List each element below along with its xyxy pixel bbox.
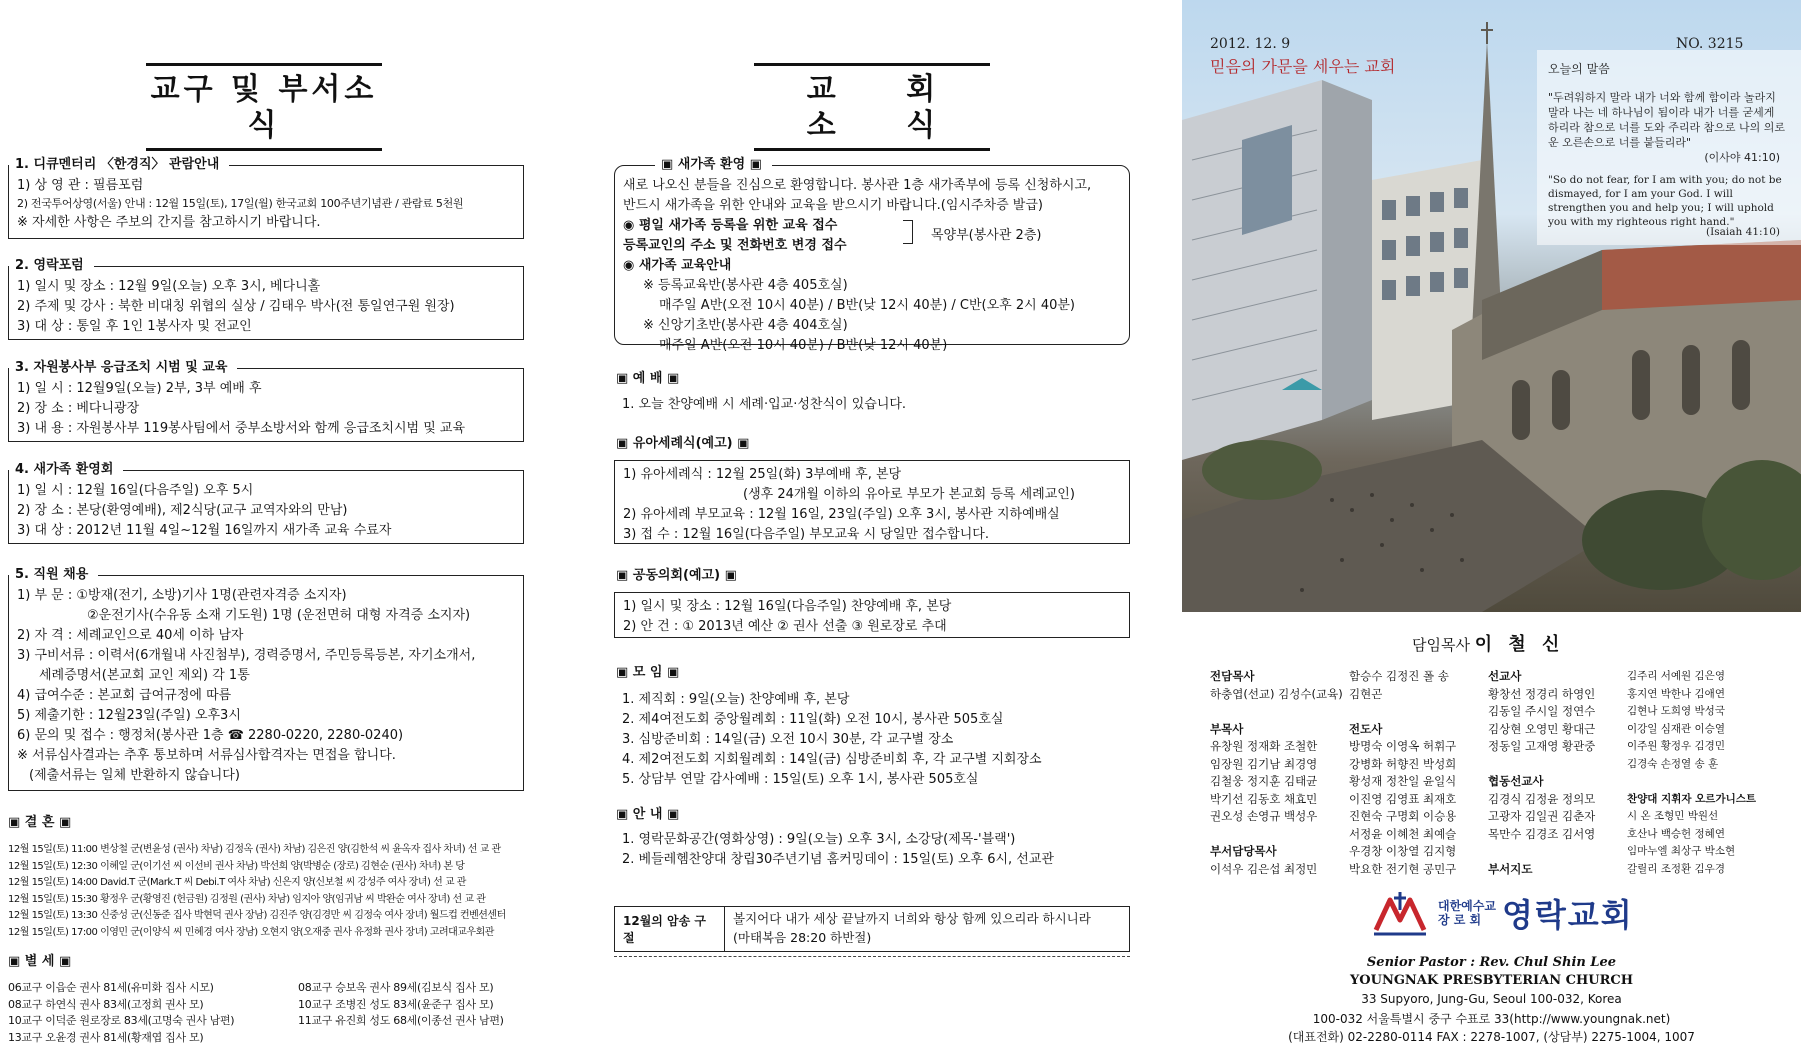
section-forum-head: 2. 영락포럼 <box>9 257 94 275</box>
documentary-line: ※ 자세한 사항은 주보의 간지를 참고하시기 바랍니다. <box>17 214 321 230</box>
staff-group-head: 전도사 <box>1349 721 1383 736</box>
section-hiring <box>8 567 524 791</box>
staff-line: 정동일 고재영 황관중 <box>1488 739 1596 753</box>
forum-line: 1) 일시 및 장소 : 12월 9일(오늘) 오후 3시, 베다니홀 <box>17 279 321 294</box>
infant-head: ▣ 유아세례식(예고) ▣ <box>616 436 750 451</box>
staff-line: 진현숙 구명회 이승용 <box>1349 809 1457 823</box>
staff-group-head: 부목사 <box>1210 721 1244 736</box>
section-forum <box>8 258 524 340</box>
newfamily-line: ◉ 평일 새가족 등록을 위한 교육 접수 <box>623 218 838 233</box>
staff-group-head: 협동선교사 <box>1488 774 1544 788</box>
section-infant-baptism <box>614 460 1130 544</box>
hiring-line: 2) 자 격 : 세례교인으로 40세 이하 남자 <box>17 628 244 643</box>
notice-list <box>622 830 1054 870</box>
meeting-line: 4. 제2여전도회 지회월례회 : 14일(금) 심방준비회 후, 각 교구별 지회장소 <box>622 752 1042 767</box>
meeting-head: ▣ 모 임 ▣ <box>616 665 680 680</box>
staff-line: 김현곤 <box>1349 686 1383 701</box>
wedding-row: 12월 15일(토) 12:30 이혜일 군(이기선 씨 이선비 권사 차남) 박선희 양(박병순 (장로) 김현순 (권사) 차녀) 본 당 <box>8 860 465 872</box>
staff-column <box>1627 668 1756 878</box>
wedding-row: 12월 15일(토) 13:30 신중성 군(신동준 집사 박현덕 권사 장남) 김진주 양(김경만 씨 김정숙 여사 장녀) 월드컵 컨벤션센터 <box>8 910 506 921</box>
staff-line: 이강일 심재관 이승열 <box>1627 722 1725 735</box>
hiring-line: 3) 구비서류 : 이력서(6개월내 사진첨부), 경력증명서, 주민등록등본, 자기소개서, <box>17 648 476 663</box>
forum-line: 3) 대 상 : 통일 후 1인 1봉사자 및 전교인 <box>17 319 252 334</box>
staff-line <box>1488 843 1595 861</box>
church-news-title: 교 회 소 식 <box>754 63 990 151</box>
notice-line: 1. 영락문화공간(영화상영) : 9일(오늘) 오후 3시, 소강당(제목-'블랙') <box>622 832 1016 847</box>
staff-line: 시 온 조형민 박원선 <box>1627 810 1719 822</box>
staff-line: 김동일 주시일 정연수 <box>1488 704 1596 718</box>
staff-line: 김경식 김정윤 정의모 <box>1488 791 1596 806</box>
hiring-line: 1) 부 문 : ①방재(전기, 소방)기사 1명(관련자격증 소지자) <box>17 588 347 603</box>
staff-line: 우경창 이창열 김지형 <box>1349 844 1457 858</box>
senior-pastor-name: 이 철 신 <box>1474 634 1565 655</box>
staff-line: 이주원 황정우 김경민 <box>1627 740 1725 752</box>
staff-line: 호산나 백승헌 정혜연 <box>1627 827 1725 840</box>
newfamily-line: ※ 신앙기초반(봉사관 4층 404호실) <box>643 318 848 333</box>
staff-line: 김경숙 손정열 송 훈 <box>1627 757 1719 770</box>
council-line: 1) 일시 및 장소 : 12월 16일(다음주일) 찬양예배 후, 본당 <box>623 599 952 614</box>
senior-pastor <box>1412 630 1564 656</box>
section-newfamily-welcome-head: 4. 새가족 환영회 <box>9 461 123 479</box>
section-newfamily <box>614 157 1130 353</box>
footer-phone: (대표전화) 02-2280-0114 FAX : 2278-1007, (상담부) 2275-1004, 1007 <box>1288 1030 1695 1044</box>
newfamily-line: 반드시 새가족을 위한 안내와 교육을 받으시기 바랍니다.(임시주차증 발급) <box>623 198 1043 213</box>
verse-korean: "두려워하지 말라 내가 너와 함께 함이라 놀라지 말라 나는 네 하나님이 됨이라 내가 너를 굳세게 하리라 참으로 너를 도와 주리라 참으로 나의 의로운 오른손으로 너를 붙들리라" <box>1548 91 1785 149</box>
infant-line: (생후 24개월 이하의 유아로 부모가 본교회 등록 세례교인) <box>743 487 1075 502</box>
church-emblem-icon <box>1372 890 1428 936</box>
staff-line: 김철웅 정지훈 김태균 <box>1210 774 1318 788</box>
meeting-line: 2. 제4여전도회 중앙월례회 : 11일(화) 오전 10시, 봉사관 505호실 <box>622 712 1004 727</box>
section-newfamily-head: ▣ 새가족 환영 ▣ <box>655 156 772 174</box>
death-row: 13교구 오윤경 권사 81세(황재엽 집사 모) <box>8 1030 204 1044</box>
death-row: 08교구 하연식 권사 83세(고정희 권사 모) <box>8 997 204 1011</box>
council-line: 2) 안 건 : ① 2013년 예산 ② 권사 선출 ③ 원로장로 추대 <box>623 619 947 634</box>
staff-line: 이석우 김은섭 최정민 <box>1210 861 1318 876</box>
section-documentary <box>8 157 524 239</box>
staff-line: 유창원 정재화 조철한 <box>1210 739 1318 753</box>
bracket-mark <box>903 220 913 244</box>
staff-line: 이진영 김영표 최재호 <box>1349 791 1457 806</box>
worship-line: 1. 오늘 찬양예배 시 세례·입교·성찬식이 있습니다. <box>622 397 907 412</box>
documentary-line: 1) 상 영 관 : 필름포럼 <box>17 178 144 193</box>
staff-line: 하충엽(선교) 김성수(교육) <box>1210 686 1343 701</box>
death-head: ▣ 별 세 ▣ <box>8 954 72 969</box>
notice-line: 2. 베들레헴찬양대 창립30주년기념 홈커밍데이 : 15일(토) 오후 6시, 선교관 <box>622 852 1054 867</box>
staff-line: 김상현 오영민 황대근 <box>1488 721 1596 736</box>
hiring-line: (제출서류는 일체 반환하지 않습니다) <box>29 768 240 783</box>
monthly-verse <box>614 906 1130 952</box>
staff-line: 홍지연 박한나 김애연 <box>1627 687 1725 700</box>
divider <box>614 956 1130 957</box>
footer-address-en: 33 Supyoro, Jung-Gu, Seoul 100-032, Korea <box>1361 992 1622 1006</box>
staff-line: 임장원 김기남 최경영 <box>1210 756 1318 771</box>
staff-line: 황성재 정찬일 윤일식 <box>1349 774 1457 788</box>
section-newfamily-welcome <box>8 462 524 544</box>
staff-line: 서정윤 이혜천 최예슬 <box>1349 826 1457 841</box>
meeting-line: 3. 심방준비회 : 14일(금) 오전 10시 30분, 각 교구별 장소 <box>622 732 954 747</box>
hiring-line: ※ 서류심사결과는 추후 통보하며 서류심사합격자는 면접을 합니다. <box>17 748 396 763</box>
staff-line: 임마누엘 최상구 박소현 <box>1627 845 1736 857</box>
wedding-row: 12월 15일(토) 17:00 이영민 군(이양식 씨 민혜경 여사 장남) 오현지 양(오재중 권사 유정화 권사 장녀) 고려대교우회관 <box>8 926 494 938</box>
firstaid-line: 1) 일 시 : 12월9일(오늘) 2부, 3부 예배 후 <box>17 381 262 396</box>
notice-head: ▣ 안 내 ▣ <box>616 807 680 822</box>
logo-denomination-line: 장 로 회 <box>1438 913 1482 927</box>
staff-group-head: 선교사 <box>1488 669 1522 683</box>
logo-denomination <box>1438 899 1496 927</box>
newfamily-line: 새로 나오신 분들을 진심으로 환영합니다. 봉사관 1층 새가족부에 등록 신청하시고, <box>623 178 1092 193</box>
staff-column <box>1488 668 1595 878</box>
section-firstaid-head: 3. 자원봉사부 응급조치 시범 및 교육 <box>9 359 237 377</box>
newfamily-line: 등록교인의 주소 및 전화번호 변경 접수 <box>623 238 847 253</box>
meeting-line: 5. 상담부 연말 감사예배 : 15일(토) 오후 1시, 봉사관 505호실 <box>622 772 979 787</box>
welcome-line: 1) 일 시 : 12월 16일(다음주일) 오후 5시 <box>17 483 254 498</box>
issue-number: NO. 3215 <box>1676 36 1744 52</box>
staff-line: 강병화 허향진 박성희 <box>1349 756 1457 771</box>
staff-line: 박기선 김동호 채효민 <box>1210 791 1318 806</box>
firstaid-line: 2) 장 소 : 베다니광장 <box>17 401 140 416</box>
senior-pastor-label: 담임목사 <box>1412 636 1470 654</box>
newfamily-line: ※ 등록교육반(봉사관 4층 405호실) <box>643 278 848 293</box>
monthly-verse-text <box>725 907 1099 951</box>
wedding-row: 12월 15일(토) 15:30 황정우 군(황영진 (헌금원) 김정원 (권사) 차남) 임지아 양(임귀남 씨 박완순 여사 장녀) 선 교 관 <box>8 893 486 905</box>
hiring-line: 6) 문의 및 접수 : 행정처(봉사관 1층 ☎ 2280-0220, 2280-0240) <box>17 728 404 743</box>
staff-line <box>1349 703 1456 721</box>
staff-line: 고광자 김일권 김춘자 <box>1488 809 1596 823</box>
hiring-line: 4) 급여수준 : 본교회 급여규정에 따름 <box>17 688 232 703</box>
hiring-line: 세례증명서(본교회 교인 제외) 각 1통 <box>39 668 250 683</box>
monthly-verse-ref: (마태복음 28:20 하반절) <box>733 930 872 945</box>
monthly-verse-line: 볼지어다 내가 세상 끝날까지 너희와 항상 함께 있으리라 하시니라 <box>733 911 1091 926</box>
church-logo <box>1372 890 1634 936</box>
staff-group-head: 부서지도 <box>1488 861 1533 876</box>
newfamily-line: ◉ 새가족 교육안내 <box>623 258 732 273</box>
infant-line: 2) 유아세례 부모교육 : 12월 16일, 23일(주일) 오후 3시, 봉사관 지하예배실 <box>623 507 1060 522</box>
wedding-row: 12월 15일(토) 14:00 David.T 군(Mark.T 씨 Debi.T 여사 차남) 신은지 양(신보철 씨 강성주 여사 장녀) 선 교 관 <box>8 877 466 888</box>
welcome-line: 2) 장 소 : 본당(환영예배), 제2식당(교구 교역자와의 만남) <box>17 503 348 518</box>
wedding-list <box>8 842 528 941</box>
logo-church-name: 영락교회 <box>1501 896 1634 934</box>
section-documentary-head: 1. 디큐멘터리 〈한경직〉 관람안내 <box>9 156 229 174</box>
wedding-head: ▣ 결 혼 ▣ <box>8 815 72 830</box>
staff-line <box>1627 773 1756 791</box>
worship-head: ▣ 예 배 ▣ <box>616 371 680 386</box>
staff-line <box>1210 703 1343 721</box>
staff-line: 박요한 전기현 공민구 <box>1349 861 1457 876</box>
death-row: 10교구 조병진 성도 83세(윤준구 집사 모) <box>298 997 494 1011</box>
firstaid-line: 3) 내 용 : 자원봉사부 119봉사팀에서 중부소방서와 함께 응급조치시범 및 교육 <box>17 421 466 436</box>
staff-line: 방명숙 이영옥 허휘구 <box>1349 739 1457 753</box>
parish-news-title: 교구 및 부서소식 <box>146 63 382 151</box>
cover-date: 2012. 12. 9 <box>1210 36 1291 52</box>
staff-line: 김주리 서예원 김은영 <box>1627 670 1725 682</box>
infant-line: 1) 유아세례식 : 12월 25일(화) 3부예배 후, 본당 <box>623 467 902 482</box>
hiring-line: ②운전기사(수유동 소재 기도원) 1명 (운전면허 대형 자격증 소지자) <box>87 608 471 623</box>
verse-korean-ref: (이사야 41:10) <box>1704 151 1780 164</box>
death-list-right <box>298 980 528 1030</box>
staff-group-head: 찬양대 지휘자 오르가니스트 <box>1627 792 1757 805</box>
newfamily-line: 매주일 A반(오전 10시 40분) / B반(낮 12시 40분) / C반(오후 2시 40분) <box>659 298 1076 313</box>
staff-line: 권오성 손영규 백성우 <box>1210 809 1318 823</box>
section-firstaid <box>8 360 524 442</box>
section-hiring-head: 5. 직원 채용 <box>9 566 98 584</box>
council-head: ▣ 공동의회(예고) ▣ <box>616 568 737 583</box>
welcome-line: 3) 대 상 : 2012년 11월 4일~12월 16일까지 새가족 교육 수료자 <box>17 523 392 538</box>
meeting-line: 1. 제직회 : 9일(오늘) 찬양예배 후, 본당 <box>622 692 850 707</box>
staff-column <box>1210 668 1343 878</box>
death-list-left <box>8 980 268 1046</box>
wedding-row: 12월 15일(토) 11:00 변상철 군(변윤성 (권사) 차남) 김정옥 (권사) 차남) 김은진 양(김한석 씨 윤옥자 집사 차녀) 선 교 관 <box>8 844 501 855</box>
footer-church-name: YOUNGNAK PRESBYTERIAN CHURCH <box>1350 973 1633 988</box>
section-council <box>614 592 1130 638</box>
death-row: 10교구 이덕준 원로장로 83세(고명숙 권사 남편) <box>8 1014 235 1027</box>
staff-line: 갈릴리 조정환 김우경 <box>1627 862 1725 875</box>
staff-group-head: 전담목사 <box>1210 669 1255 683</box>
bracket-note: 목양부(봉사관 2층) <box>931 228 1042 243</box>
hiring-line: 5) 제출기한 : 12월23일(주일) 오후3시 <box>17 708 241 723</box>
meeting-list <box>622 690 1042 790</box>
infant-line: 3) 접 수 : 12월 16일(다음주일) 부모교육 시 당일만 접수합니다. <box>623 527 989 542</box>
death-row: 06교구 이읍순 권사 81세(유미화 집사 시모) <box>8 981 214 994</box>
staff-line: 황창선 정경리 하영인 <box>1488 686 1596 701</box>
cover-motto: 믿음의 가문을 세우는 교회 <box>1210 57 1396 76</box>
staff-line: 목만수 김경조 김서영 <box>1488 826 1596 841</box>
todays-word-title: 오늘의 말씀 <box>1548 62 1610 76</box>
verse-english-ref: (Isaiah 41:10) <box>1706 226 1780 238</box>
staff-column <box>1349 668 1456 878</box>
footer-address-ko: 100-032 서울특별시 중구 수표로 33(http://www.youngnak.net) <box>1312 1012 1671 1026</box>
staff-line <box>1488 756 1595 774</box>
forum-line: 2) 주제 및 강사 : 북한 비대칭 위협의 실상 / 김태우 박사(전 통일연구원 원장) <box>17 299 455 314</box>
staff-line: 함승수 김정진 폴 송 <box>1349 669 1449 683</box>
documentary-line: 2) 전국투어상영(서울) 안내 : 12월 15일(토), 17일(월) 한국교회 100주년기념관 / 관람료 5천원 <box>17 197 464 210</box>
death-row: 11교구 유진희 성도 68세(이종선 권사 남편) <box>298 1014 504 1027</box>
death-row: 08교구 승보옥 권사 89세(김보식 집사 모) <box>298 981 494 994</box>
staff-line: 김현나 도희영 박성국 <box>1627 705 1725 717</box>
footer-pastor: Senior Pastor : Rev. Chul Shin Lee <box>1366 955 1617 970</box>
monthly-verse-label: 12월의 암송 구절 <box>615 907 725 951</box>
staff-line <box>1210 826 1343 844</box>
logo-denomination-line: 대한예수교 <box>1438 899 1496 913</box>
staff-group-head: 부서담당목사 <box>1210 844 1277 858</box>
verse-english: "So do not fear, for I am with you; do not be dismayed, for I am your God. I will strengthen you and help you; I will uphold you with my righteous right hand." <box>1548 174 1782 228</box>
newfamily-line: 매주일 A반(오전 10시 40분) / B반(낮 12시 40분) <box>659 338 948 353</box>
